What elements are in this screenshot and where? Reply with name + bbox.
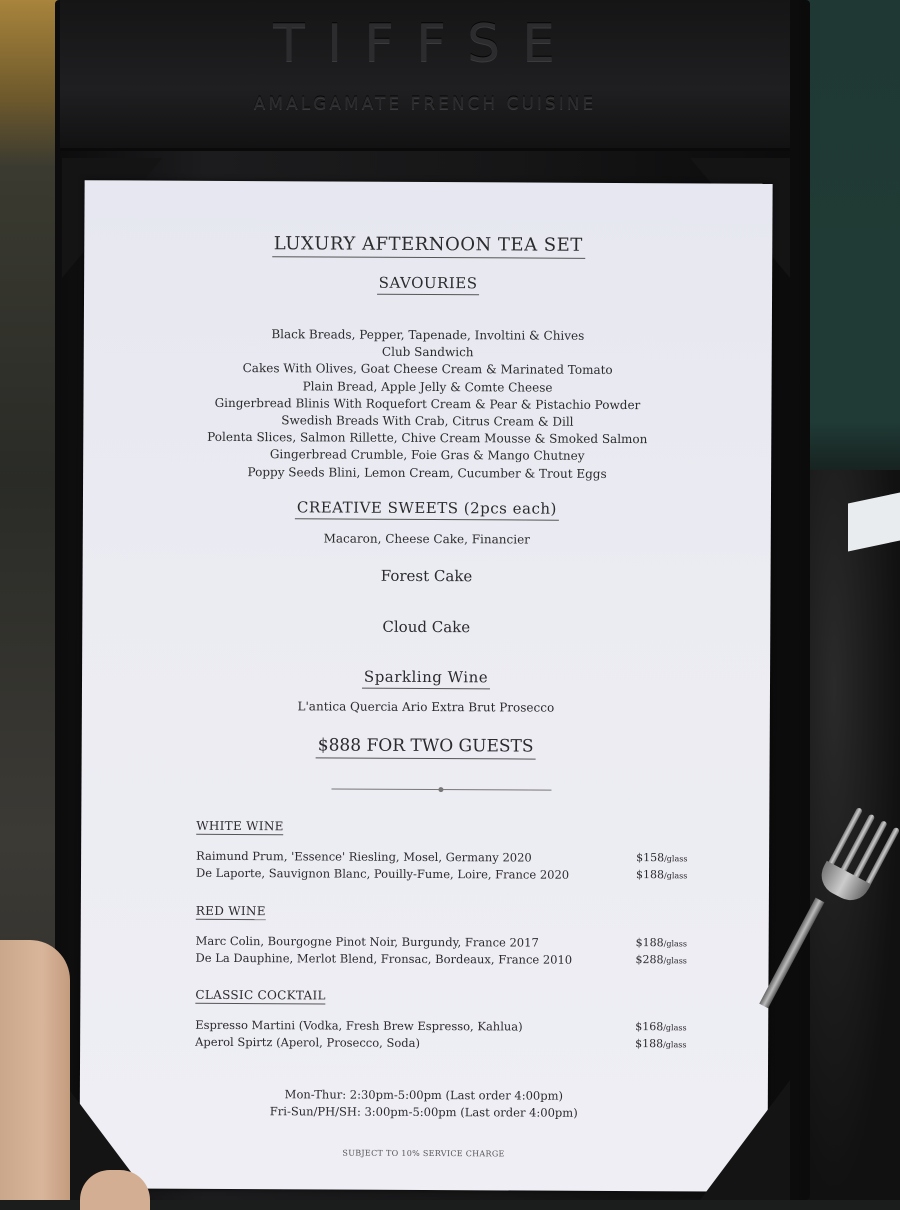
table-row [195,950,706,967]
price-line: $888 FOR TWO GUESTS [82,734,770,758]
savouries-heading: SAVOURIES [84,272,772,294]
divider-ornament [438,787,443,792]
menu-sheet [79,180,772,1192]
drink-name: Marc Colin, Bourgogne Pinot Noir, Burgundy, France 2017 [195,933,539,950]
drink-name: Raimund Prum, 'Essence' Riesling, Mosel, Germany 2020 [196,848,532,865]
menu-title: LUXURY AFTERNOON TEA SET [84,232,772,257]
sweets-line: Macaron, Cheese Cake, Financier [323,531,530,547]
opening-hours [80,1085,768,1123]
list-item: Poppy Seeds Blini, Lemon Cream, Cucumber & Trout Eggs [247,464,607,481]
drink-price: $188/glass [635,868,688,882]
drink-name: Espresso Martini (Vodka, Fresh Brew Espresso, Kahlua) [195,1017,523,1034]
red-wine-heading: RED WINE [195,903,266,919]
table-row [195,865,706,882]
list-item: Gingerbread Crumble, Foie Gras & Mango Chutney [269,447,585,464]
drink-name: Aperol Spirtz (Aperol, Prosecco, Soda) [195,1034,421,1050]
corner-strap-bottom-right [700,1080,790,1200]
table-row [196,848,706,865]
brand-subtitle: AMALGAMATE FRENCH CUISINE [253,94,597,114]
sweets-heading: CREATIVE SWEETS (2pcs each) [83,497,771,519]
cocktail-heading: CLASSIC COCKTAIL [195,987,326,1003]
list-item: Cakes With Olives, Goat Cheese Cream & Marinated Tomato [242,361,613,378]
drink-price: $288/glass [635,953,687,967]
drink-price: $158/glass [636,851,688,865]
brand-logo: TIFFSE [273,14,577,74]
service-charge-note: SUBJECT TO 10% SERVICE CHARGE [342,1148,505,1159]
table-row [195,1017,705,1034]
drink-name: De La Dauphine, Merlot Blend, Fronsac, Bordeaux, France 2010 [195,950,573,967]
list-item: Polenta Slices, Salmon Rillette, Chive Cream Mousse & Smoked Salmon [207,430,648,447]
hand-thumb [0,940,70,1200]
list-item: Club Sandwich [381,344,474,360]
hours-weekend: Fri-Sun/PH/SH: 3:00pm-5:00pm (Last order 4:00pm) [269,1104,578,1120]
white-wine-heading: WHITE WINE [196,818,284,834]
list-item: Swedish Breads With Crab, Citrus Cream & Dill [281,413,574,429]
cake-forest: Forest Cake [380,566,473,586]
wine-line: L'antica Quercia Ario Extra Brut Prosecco [297,699,555,715]
list-item: Gingerbread Blinis With Roquefort Cream & Pear & Pistachio Powder [214,395,641,412]
drink-price: $188/glass [635,936,688,950]
drink-price: $188/glass [635,1037,687,1051]
hours-weekday: Mon-Thur: 2:30pm-5:00pm (Last order 4:00pm) [284,1087,564,1103]
wine-heading: Sparkling Wine [82,666,770,688]
table-row [195,933,706,950]
savouries-list [83,325,772,483]
cake-cloud: Cloud Cake [382,617,471,637]
list-item: Black Breads, Pepper, Tapenade, Involtini & Chives [271,327,585,343]
drink-price: $168/glass [635,1020,687,1034]
list-item: Plain Bread, Apple Jelly & Comte Cheese [302,378,553,395]
drink-name: De Laporte, Sauvignon Blanc, Pouilly-Fume, Loire, France 2020 [195,865,570,882]
table-row [195,1034,705,1051]
